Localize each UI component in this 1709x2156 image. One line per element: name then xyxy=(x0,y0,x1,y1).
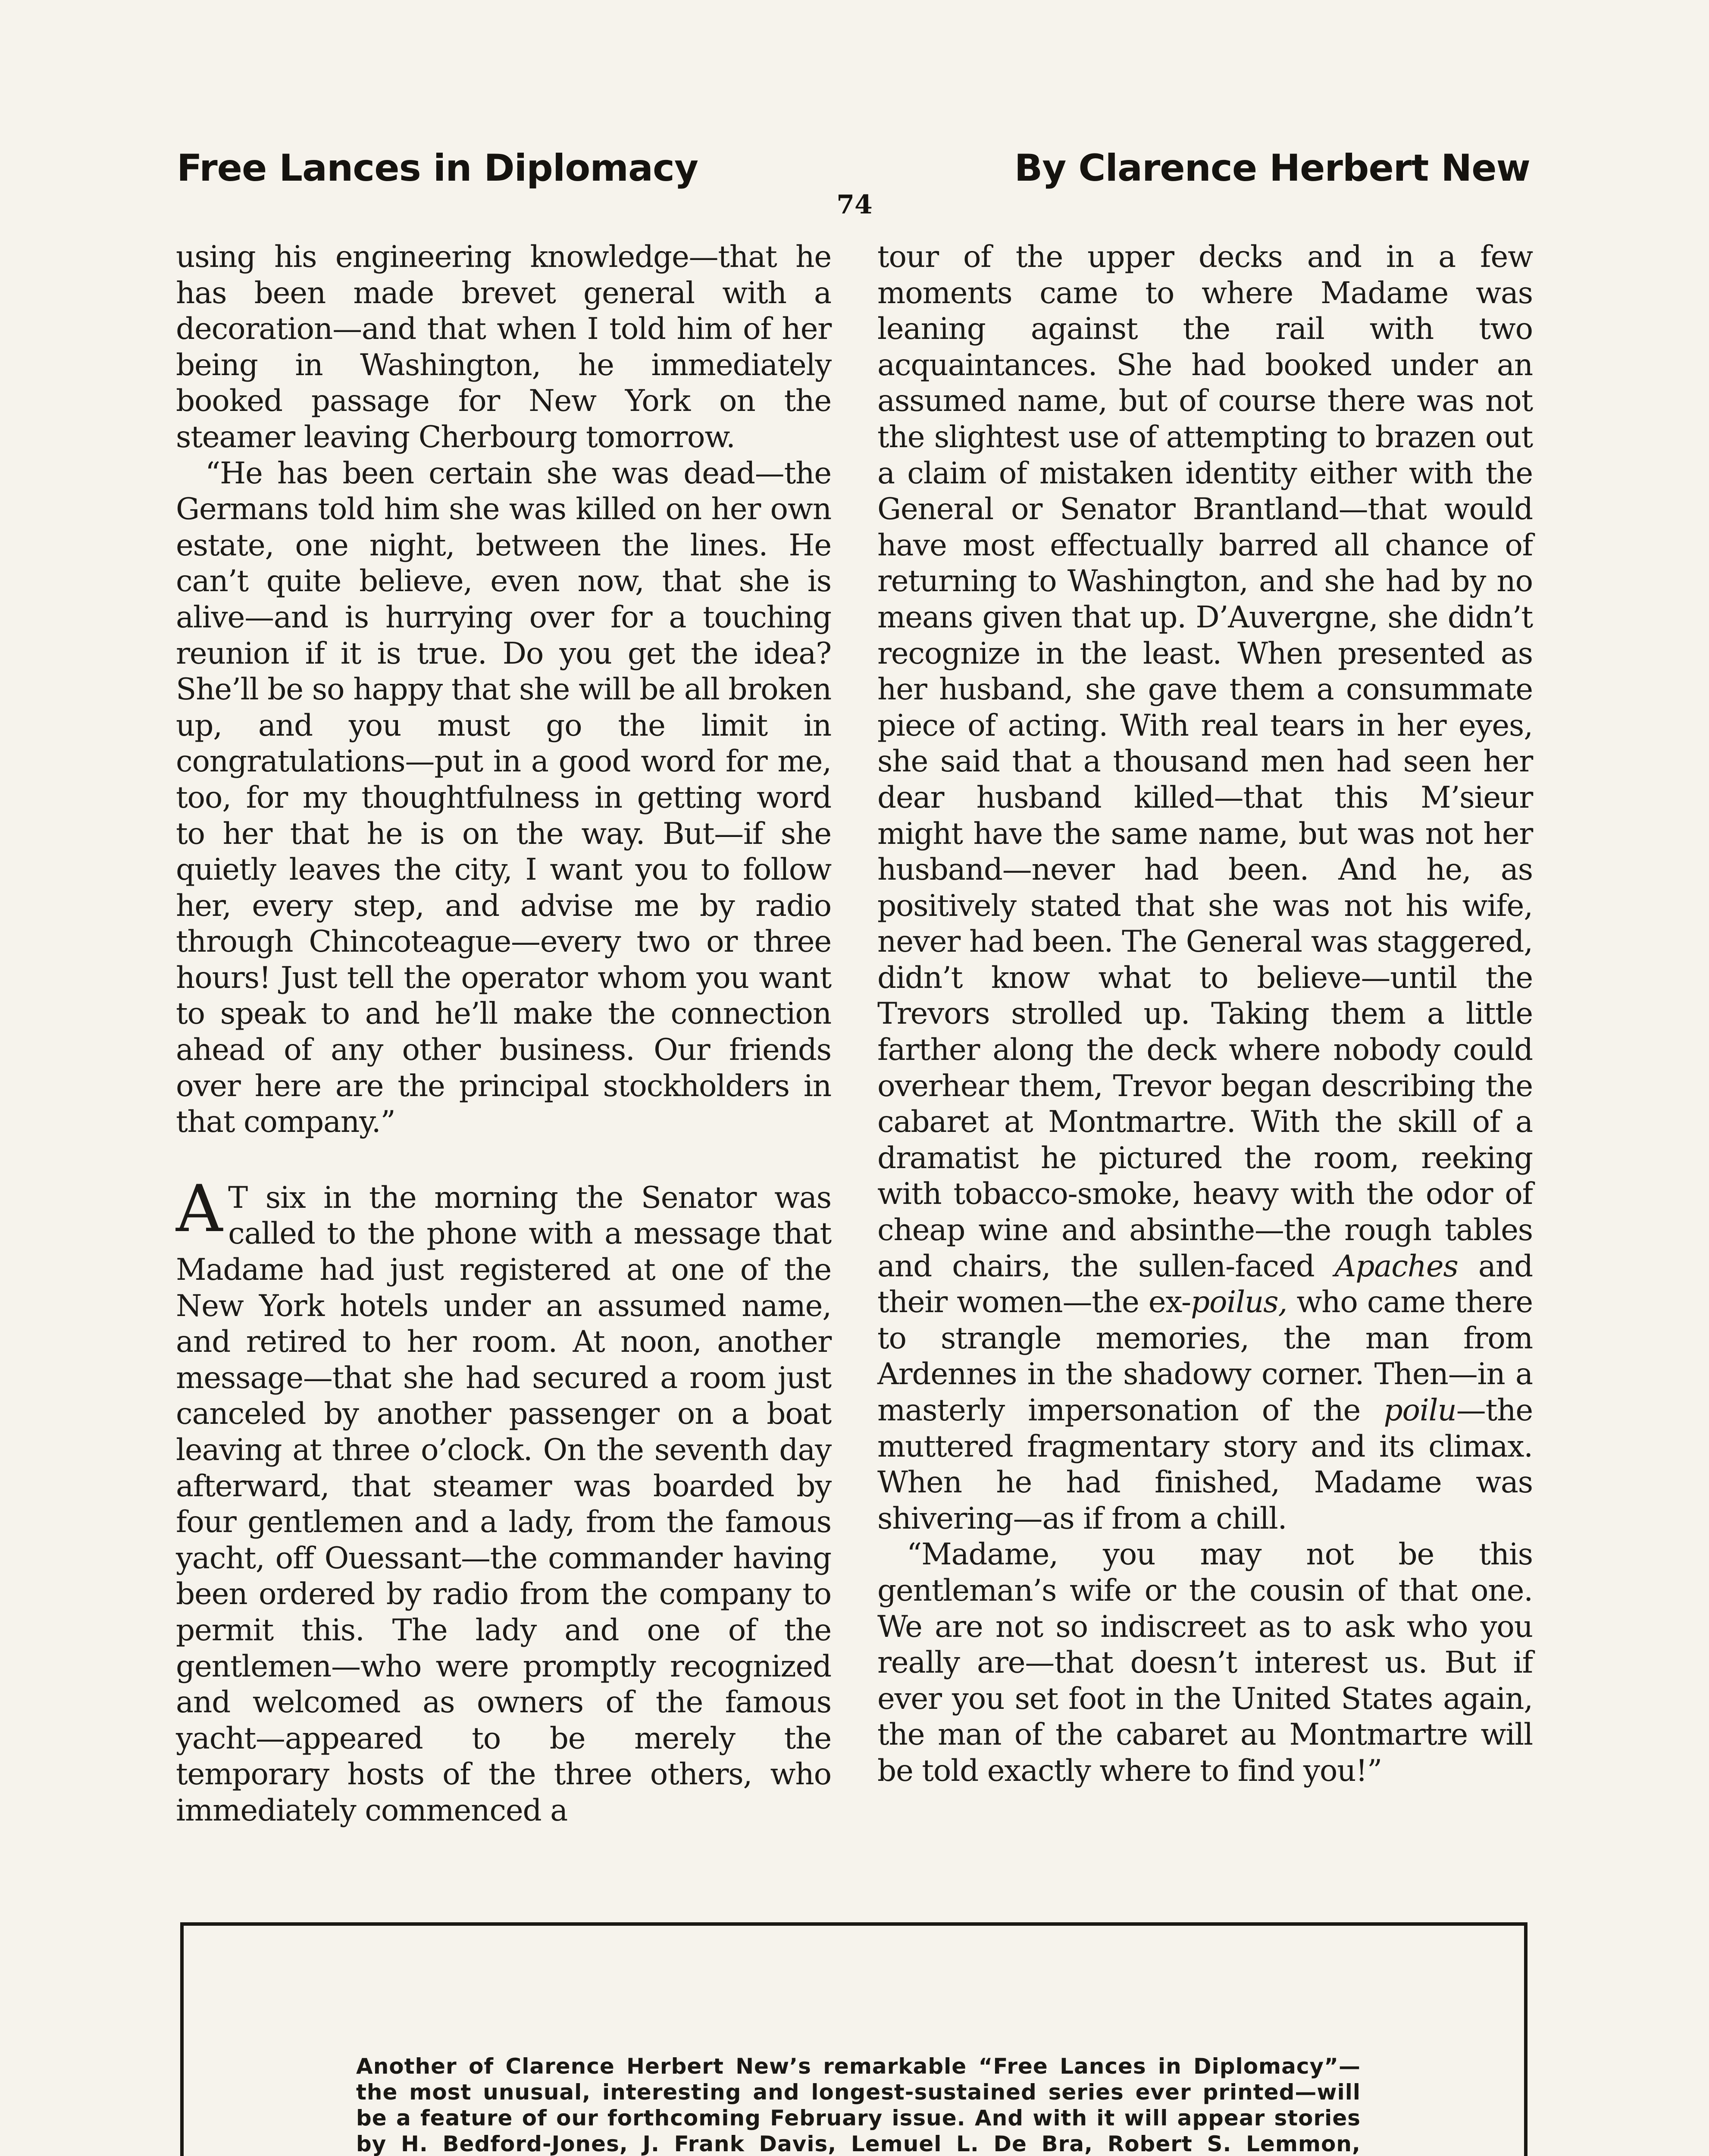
announcement-text: Another of Clarence Herbert New’s remarkable “Free Lances in Diplomacy”— the most unusual, interesting and longest-sustained series ever printed—will be a feature of our forthcoming February issue. And with it will appear stories by H. Bedford-Jones, J. Frank Davis, Lemuel L. De Bra, Robert S. Lemmon, xyxy=(356,2054,1361,2156)
paragraph: “He has been certain she was dead—the Germans told him she was killed on her own estate, one night, between the lines. He can’t quite believe, even now, that she is alive—and is hurrying over for a touching reunion if it is true. Do you get the idea? She’ll be so happy that she will be all broken up, and you must go the limit in congratulations—put in a good word for me, too, for my thoughtfulness in getting word to her that he is on the way. But—if she quietly leaves the city, I want you to follow her, every step, and advise me by radio through Chincoteague—every two or three hours! Just tell the operator whom you want to speak to and he’ll make the connection ahead of any other business. Our friends over here are the principal stockholders in that company.” xyxy=(176,456,831,1140)
paragraph-text: tour of the upper decks and in a few moments came to where Madame was leaning against the rail with two acquaintances. She had booked under an assumed name, but of course there was not the slightest use of attempting to brazen out a claim of mistaken identity either with the General or Senator Brantland—that would have most effectually barred all chance of returning to Washington, and she had by no means given that up. D’Auvergne, she didn’t recognize in the least. When presented as her husband, she gave them a consummate piece of acting. With real tears in her eyes, she said that a thousand men had seen her dear husband killed—that this M’sieur might have the same name, but was not her husband—never had been. And he, as positively stated that she was not his wife, never had been. The General was staggered, didn’t know what to believe—until the Trevors strolled up. Taking them a little farther along the deck where nobody could overhear them, Trevor began describing the cabaret at Montmartre. With the skill of a dramatist he pictured the room, reeking with tobacco-smoke, heavy with the odor of cheap wine and absinthe—the rough tables and chairs, the sullen-faced xyxy=(877,240,1533,1284)
paragraph xyxy=(176,1171,831,1829)
announcement-box xyxy=(180,1922,1527,2156)
running-title: Free Lances in Diplomacy xyxy=(177,147,698,190)
paragraph: using his engineering knowledge—that he has been made brevet general with a decoration—and that when I told him of her being in Washington, he immediately booked passage for New York on the steamer leaving Cherbourg tomorrow. xyxy=(176,240,831,454)
right-column xyxy=(877,239,1533,1789)
paragraph xyxy=(877,239,1533,1537)
paragraph-text: who came there to strangle memories, the man from Ardennes in the shadowy corner. Then—in a masterly impersonation of the xyxy=(877,1285,1533,1428)
italic-term: Apaches xyxy=(1334,1249,1458,1284)
paragraph-text: T six in the morning the Senator was called to the phone with a message that Madame had just registered at one of the New York hotels under an assumed name, and retired to her room. At noon, another message—that she had secured a room just canceled by another passenger on a boat leaving at three o’clock. On the seventh day afterward, that steamer was boarded by four gentlemen and a lady, from the famous yacht, off Ouessant—the commander having been ordered by radio from the company to permit this. The lady and one of the gentlemen—who were promptly recognized and welcomed as owners of the famous yacht—appeared to be merely the temporary hosts of the three others, who immediately commenced a xyxy=(176,1180,831,1828)
section-break xyxy=(176,1141,831,1180)
page-number: 74 xyxy=(836,190,873,220)
drop-cap: A xyxy=(176,1171,222,1247)
paragraph-text: and their women—the ex- xyxy=(877,1249,1533,1320)
paragraph: “Madame, you may not be this gentleman’s wife or the cousin of that one. We are not so indiscreet as to ask who you really are—that doesn’t interest us. But if ever you set foot in the United States again, the man of the cabaret au Montmartre will be told exactly where to find you!” xyxy=(877,1537,1533,1788)
italic-term: poilus, xyxy=(1190,1285,1287,1320)
running-byline: By Clarence Herbert New xyxy=(1014,147,1530,190)
italic-term: poilu xyxy=(1383,1393,1456,1428)
left-column xyxy=(176,239,831,1829)
paragraph-text: —the muttered fragmentary story and its climax. When he had finished, Madame was shivering—as if from a chill. xyxy=(877,1393,1533,1536)
